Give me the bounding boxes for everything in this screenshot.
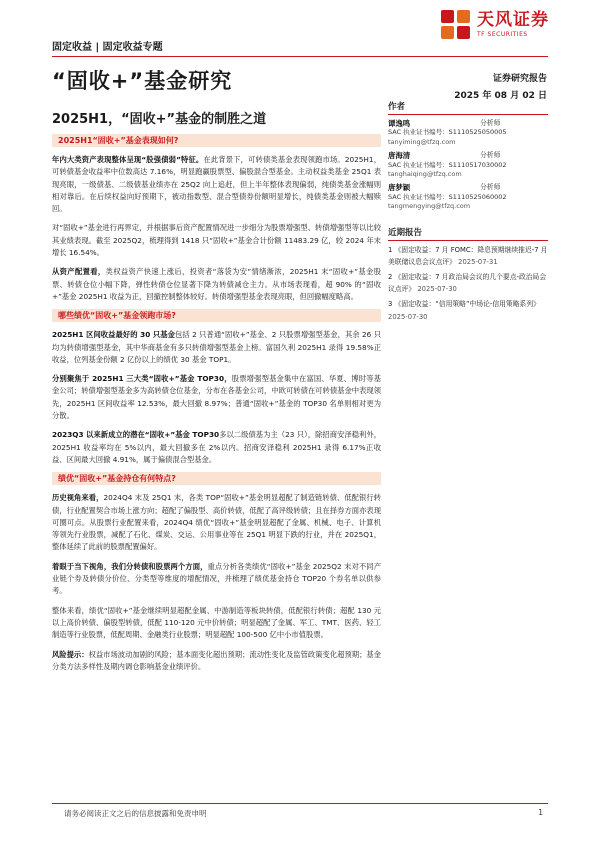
report-type: 证券研究报告 — [492, 74, 547, 84]
paragraph-text: 多以二级债基为主（23 只），除招商安泽稳利外，2025H1 收益率均在 5%以内，最大回撤多在 2%以内。招商安泽稳利 2025H1 录得 6.17%正收益、区间最大回撤 4.91%，属于偏债混合型基金。 — [52, 430, 381, 464]
brand-logo — [441, 10, 549, 40]
paragraph — [52, 429, 381, 466]
section-heading: 哪些绩优“固收+”基金领跑市场? — [52, 309, 381, 322]
breadcrumb: 固定收益 | 固定收益专题 — [52, 42, 163, 53]
paragraph-text: 整体来看，绩优“固收+”基金继续明显超配金属、中游制造等板块转债，低配银行转债；超配 130 元以上高价转债、偏股型转债，低配 110-120 元中价转债；明显超配了金属、军工、TMT、医药、轻工制造等行业股票，低配周期、金融类行业股票；明显超配 100-500 亿中小市值股票。 — [52, 605, 381, 640]
page-number: 1 — [538, 808, 543, 817]
logo-mark-icon — [441, 10, 471, 40]
report-date-label: 2025-07-31 — [458, 257, 498, 266]
report-date-label: 2025-07-30 — [388, 312, 428, 321]
logo-name-cn: 天风证券 — [477, 10, 549, 30]
section-performance — [52, 134, 381, 303]
analyst-email[interactable]: tanghaiqing@tfzq.com — [388, 170, 462, 179]
analyst-name: 唐海清 — [388, 151, 411, 161]
paragraph — [52, 266, 381, 303]
paragraph-text: 包括 2 只普通“固收+”基金、2 只股票增强型基金，其余 26 只均为转债增强型基金，其中华商基金有多只转债增强型基金上榜。富国久利 2025H1 录得 19.58%正收益，位列基金份额 2 亿份以上的绩优 30 基金 TOP1。 — [52, 330, 381, 364]
paragraph-lead: 风险提示： — [52, 649, 89, 659]
recent-report-link[interactable] — [388, 298, 548, 322]
paragraph-lead: 着眼于当下视角，我们分转债和股票两个方面， — [52, 561, 208, 571]
analyst-license: SAC 执业证书编号：S1110525060002 — [388, 192, 507, 201]
paragraph — [52, 154, 381, 215]
paragraph-text: 股票增强型基金集中在富国、华夏、博时等基金公司；转债增强型基金多为高转债仓位基金，分布在各基金公司，中欧可转债在可转债基金中表现领先，2025H1 区间收益率 12.53%，最大回撤 8.97%；普通“固收+”基金的 TOP30 名单则相对更为分散。 — [52, 374, 381, 421]
section-holdings — [52, 472, 381, 673]
recent-report-link[interactable] — [388, 271, 548, 295]
analyst-role: 分析师 — [480, 151, 501, 160]
paragraph-text: 在此背景下，可转债类基金表现领跑市场。2025H1，可转债基金收益率中位数高达 7.16%，明显跑赢股票型、偏股混合型基金。主动权益类基金 25Q1 表现亮眼，一级债基、二级债基业绩亦在 25Q2 向上追赶，但上半年整体表现偏弱，纯债类基金涨幅则相对靠后。在后续权益向好预期下，被动指数型、混合型债券份额明显增长，纯债类基金则被大幅赎回。 — [52, 155, 381, 214]
paragraph-lead: 历史视角来看， — [52, 493, 104, 503]
report-subtitle: 2025H1，“固收+”基金的制胜之道 — [52, 112, 267, 127]
analyst-name: 谭逸鸣 — [388, 119, 411, 128]
section-heading: 2025H1“固收+”基金表现如何? — [52, 134, 381, 147]
paragraph-lead: 分别聚焦于 2025H1 三大类“固收+”基金 TOP30， — [52, 374, 232, 384]
paragraph-lead: 年内大类资产表现整体呈现“股强债弱”特征。 — [52, 155, 204, 164]
main-content — [52, 130, 381, 673]
recent-reports-heading: 近期报告 — [388, 226, 548, 241]
analyst-email[interactable]: tanyiming@tfzq.com — [388, 137, 456, 146]
analyst-card — [388, 119, 548, 147]
analyst-license: SAC 执业证书编号：S1110525050005 — [388, 128, 507, 137]
paragraph-lead: 从资产配置看， — [52, 267, 106, 277]
footer-divider — [52, 803, 548, 804]
sidebar — [388, 100, 548, 323]
analyst-role: 分析师 — [480, 183, 501, 192]
analyst-name: 唐梦颖 — [388, 183, 411, 193]
report-title: 2 《固定收益：7 月政治局会议的几个要点-政治局会议点评》 — [388, 273, 547, 294]
section-top-funds — [52, 309, 381, 466]
paragraph — [52, 373, 381, 422]
authors-heading: 作者 — [388, 100, 548, 115]
report-title: 1 《固定收益：7 月 FOMC：降息预期继续推迟-7 月美联储议息会议点评》 — [388, 245, 548, 266]
recent-report-link[interactable] — [388, 244, 548, 268]
header-divider — [52, 56, 548, 57]
paragraph-text: 2024Q4 末及 25Q1 末，各类 TOP“固收+”基金明显超配了制造链转债、低配银行转债，行业配置契合市场上涨方向；超配了偏股型、高价转债，低配了高评级转债；且在择券方面亦表现可圈可点。从股票行业配置来看，2024Q4 绩优“固收+”基金明显超配了金属、机械、电子、计算机等领先行业股票，减配了石化、煤炭、交运、公用事业等在 25Q1 明显下跌的行业，并在 2025Q1，整体延续了此前的股票配置偏好。 — [52, 493, 381, 552]
paragraph — [52, 561, 381, 598]
paragraph-text: 类权益资产快速上涨后，投资者“落袋为安”情绪渐浓，2025H1 末“固收+”基金股票、转债仓位小幅下降，弹性转债仓位显著下降为转债减仓主力。从市场表现看，超 90% 的“固收+”基金 2025H1 收益为正，回撤控制整体较好。转债增强型基金表现亮眼，但回撤幅度略高。 — [52, 267, 381, 301]
paragraph — [52, 492, 381, 553]
report-title: 3 《固定收益：“信用策略”中场论-信用策略系列》 — [388, 300, 540, 309]
analyst-role: 分析师 — [480, 119, 501, 127]
paragraph-lead: 2023Q3 以来新成立的潜在“固收+”基金 TOP30 — [52, 430, 220, 440]
report-date: 2025 年 08 月 02 日 — [454, 91, 547, 101]
analyst-license: SAC 执业证书编号：S1110517030002 — [388, 160, 507, 169]
paragraph — [52, 222, 381, 259]
logo-name-en: TF SECURITIES — [477, 31, 528, 38]
page-title: “固收+”基金研究 — [52, 69, 233, 93]
paragraph-text: 重点分析各类绩优“固收+”基金 2025Q2 末对不同产业链个券及转债分价位、分类型等维度的增配情况，并梳理了绩优基金持仓 TOP20 个券名单以供参考。 — [52, 561, 381, 596]
report-date-label: 2025-07-30 — [417, 285, 457, 294]
footer-disclaimer: 请务必阅读正文之后的信息披露和免责申明 — [64, 809, 207, 818]
paragraph — [52, 329, 381, 366]
analyst-email[interactable]: tangmengying@tfzq.com — [388, 202, 471, 211]
analyst-card — [388, 151, 548, 179]
paragraph-text: 对“固收+”基金进行再界定，并根据事后资产配置情况进一步细分为股票增强型、转债增强型等以比较其业绩表现。截至 2025Q2，梳理得到 1418 只“固收+”基金合计份额 11483.29 亿，较 2024 年末增长 16.54%。 — [52, 223, 381, 258]
paragraph — [52, 649, 381, 674]
paragraph — [52, 605, 381, 642]
section-heading: 绩优“固收+”基金持仓有何特点? — [52, 472, 381, 485]
paragraph-text: 权益市场波动加剧的风险；基本面变化超出预期；流动性变化及监管政策变化超预期；基金分类方法多样性及期内调仓影响基金业绩评价。 — [52, 649, 382, 671]
analyst-card — [388, 183, 548, 211]
paragraph-lead: 2025H1 区间收益最好的 30 只基金 — [52, 330, 175, 340]
